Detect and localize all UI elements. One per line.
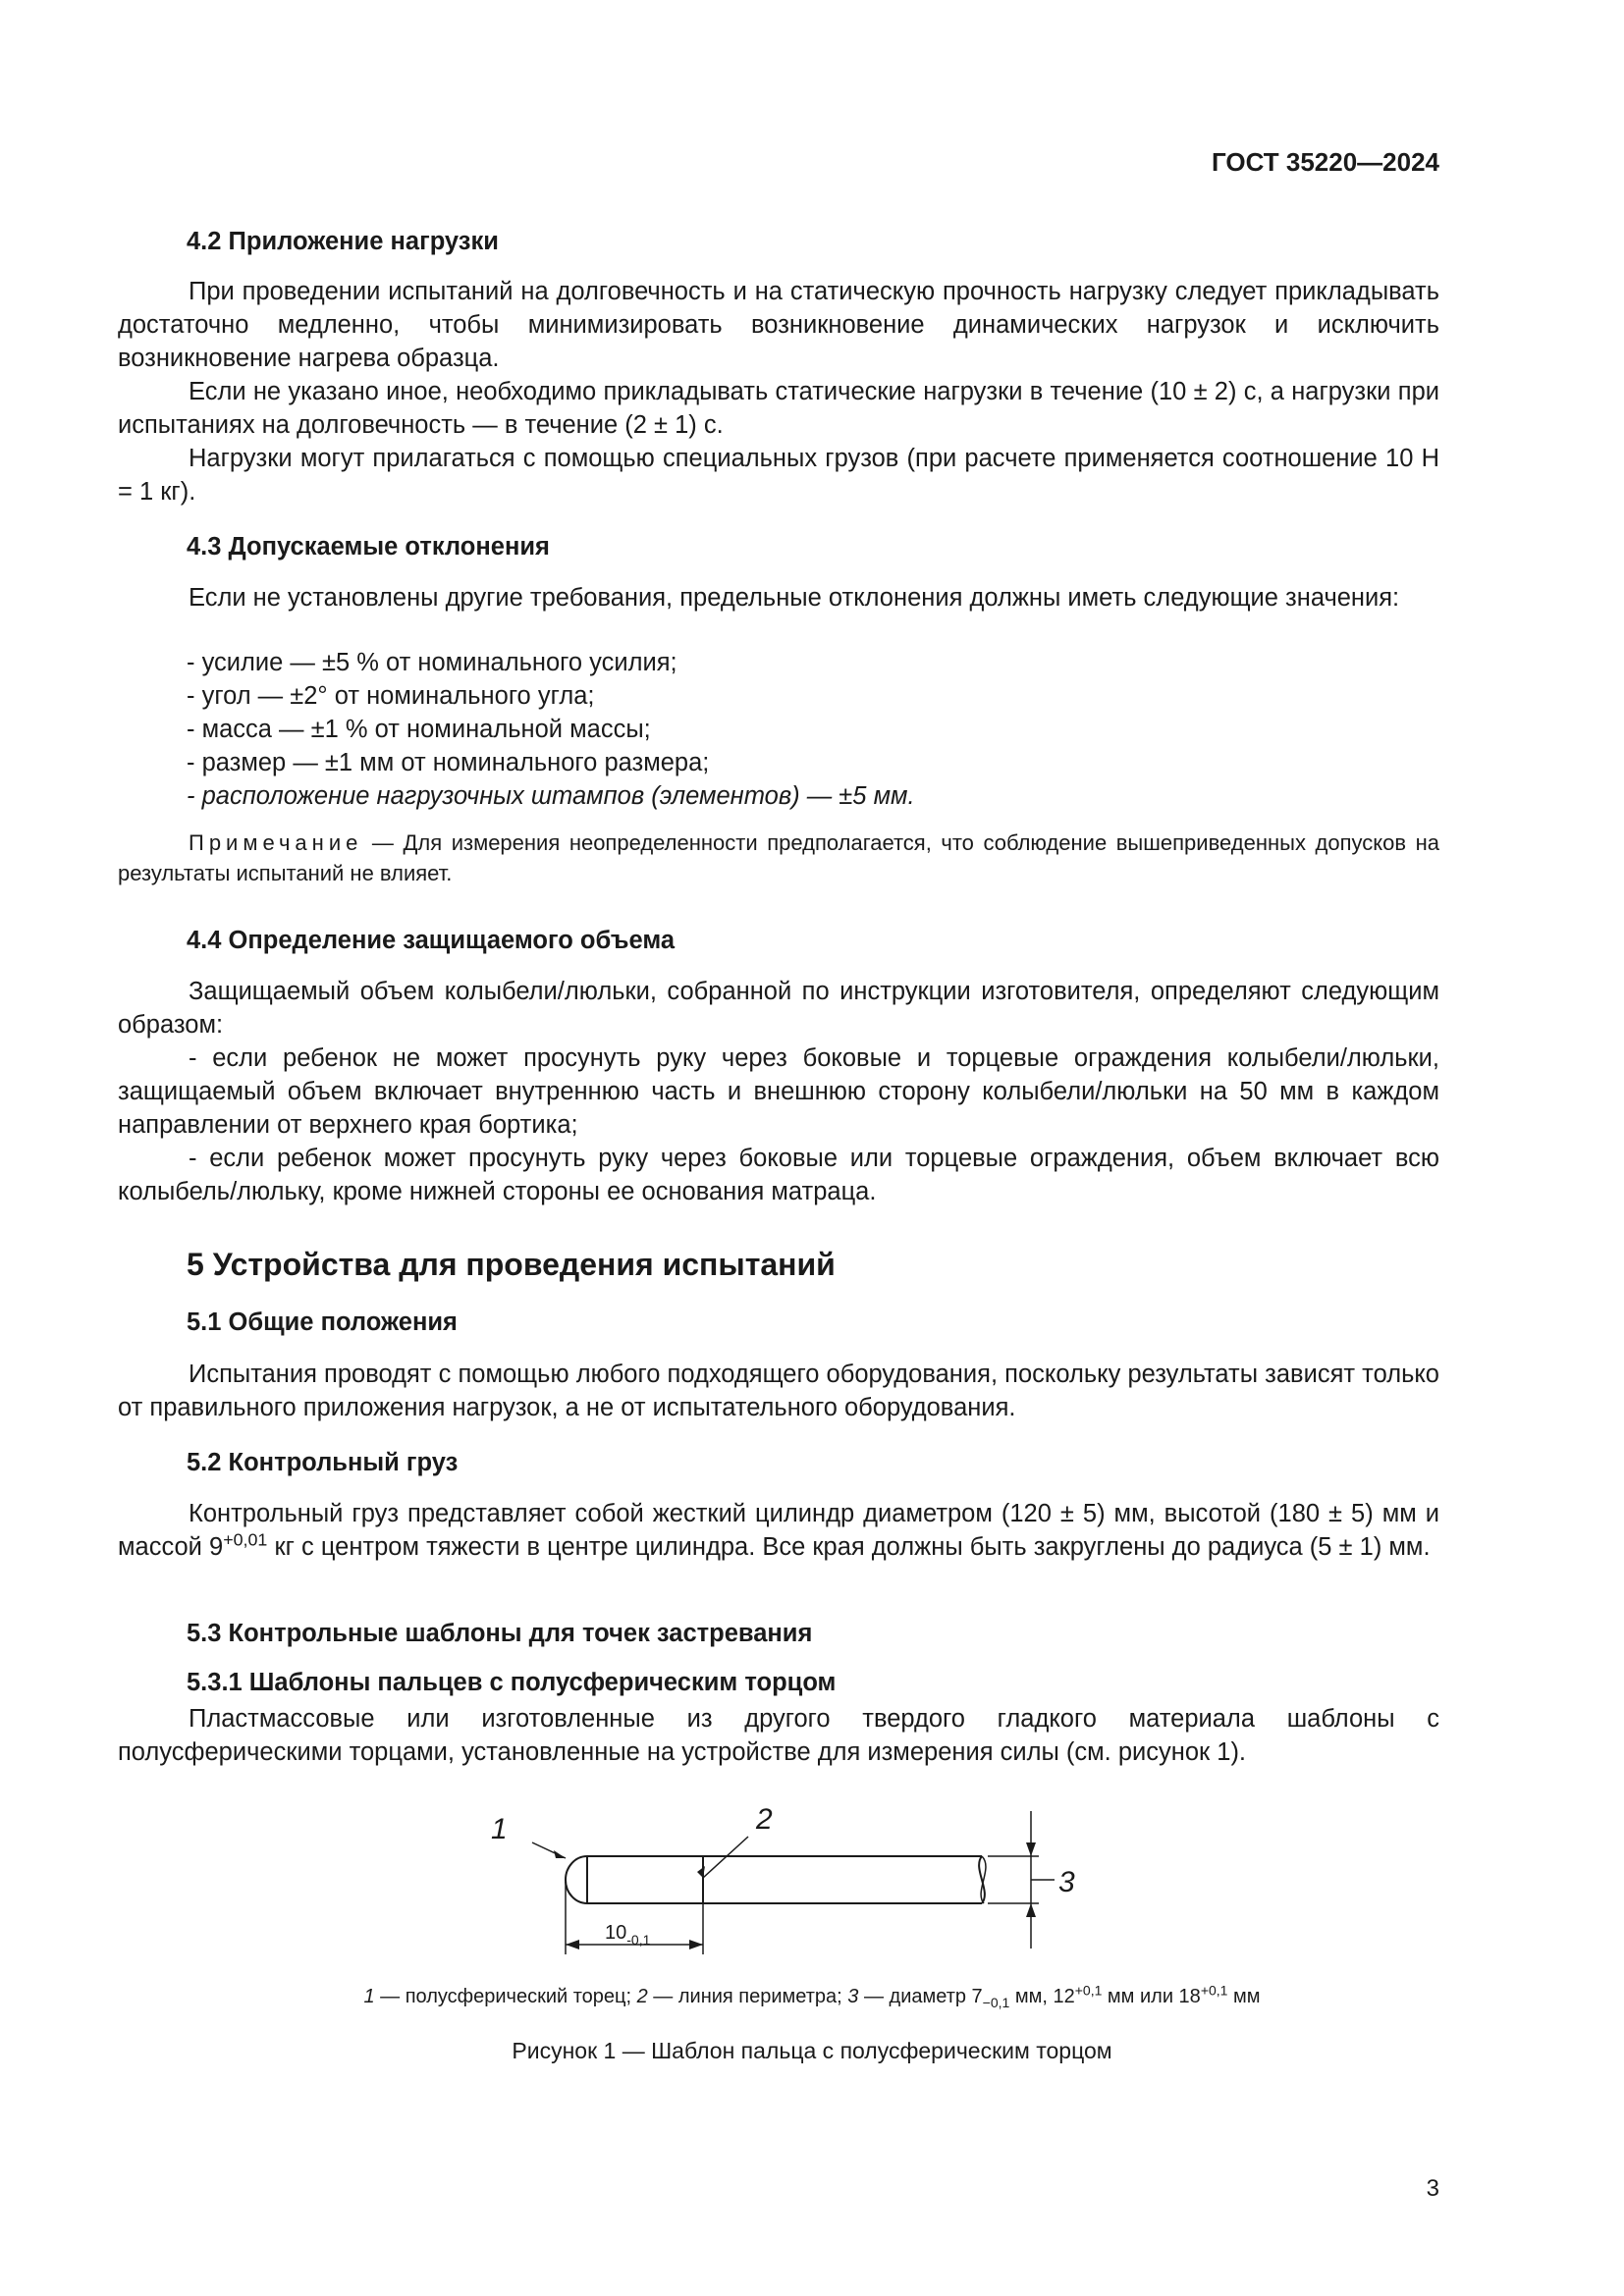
legend-num-1: 1	[363, 1986, 375, 2007]
rod-outline	[587, 1856, 982, 1903]
tolerance-item-size: - размер — ±1 мм от номинального размера;	[187, 749, 710, 776]
section-4-2-heading: 4.2 Приложение нагрузки	[187, 228, 499, 255]
figure-label-3: 3	[1058, 1866, 1075, 1898]
section-4-2-paragraph-1: При проведении испытаний на долговечность и на статическую прочность нагрузку следует прикладывать достаточно медленно, чтобы минимизировать возникновение динамических нагрузок и исключить возникновение нагрева образца.	[118, 278, 1439, 372]
legend-num-3: 3	[847, 1986, 859, 2007]
tolerance-item-mass: - масса — ±1 % от номинальной массы;	[187, 716, 651, 743]
note-text: — Для измерения неопределенности предполагается, что соблюдение вышеприведенных допусков на результаты испытаний не влияет.	[118, 830, 1439, 885]
legend-num-2: 2	[636, 1986, 648, 2007]
figure-label-1: 1	[491, 1813, 508, 1845]
mass-tolerance-sup: +0,01	[223, 1529, 268, 1550]
section-4-2-paragraph-2: Если не указано иное, необходимо прикладывать статические нагрузки в течение (10 ± 2) с, а нагрузки при испытаниях на долговечность — в течение (2 ± 1) с.	[118, 378, 1439, 439]
figure-title: Рисунок 1 — Шаблон пальца с полусферическим торцом	[512, 2038, 1112, 2063]
legend-text-1: — полусферический торец;	[374, 1986, 637, 2007]
tolerance-item-force: - усилие — ±5 % от номинального усилия;	[187, 649, 677, 676]
dimension-main: 10	[605, 1922, 627, 1944]
legend-text-2: — линия периметра;	[647, 1986, 848, 2007]
section-4-3-note	[118, 828, 1439, 888]
page-number: 3	[1426, 2175, 1439, 2202]
diameter-arrow-bottom	[1026, 1903, 1036, 1917]
legend-sub-1: −0,1	[982, 1995, 1010, 2010]
dim-arrow-right	[689, 1940, 703, 1949]
tolerance-item-placement: - расположение нагрузочных штампов (элементов) — ±5 мм.	[187, 782, 915, 810]
section-5-heading: 5 Устройства для проведения испытаний	[187, 1247, 836, 1282]
label-1-arrow	[554, 1850, 566, 1858]
section-5-2-text-a: Контрольный груз представляет собой жесткий цилиндр диаметром (120 ± 5) мм, высотой (180 ± 5) мм и массой 9	[118, 1500, 1439, 1561]
section-4-3-heading: 4.3 Допускаемые отклонения	[187, 533, 550, 561]
section-5-3-heading: 5.3 Контрольные шаблоны для точек застревания	[187, 1620, 813, 1647]
dim-arrow-left	[566, 1940, 579, 1949]
section-5-3-1-heading: 5.3.1 Шаблоны пальцев с полусферическим торцом	[187, 1669, 837, 1696]
dimension-10	[605, 1922, 651, 1948]
figure-label-2: 2	[756, 1803, 773, 1836]
section-5-2-text	[118, 1497, 1439, 1564]
document-header: ГОСТ 35220—2024	[1212, 147, 1439, 177]
legend-sup-3: +0,1	[1200, 1982, 1228, 1999]
figure-legend	[0, 1982, 1624, 2010]
section-4-4-item-1: - если ребенок не может просунуть руку через боковые и торцевые ограждения колыбели/люльки, защищаемый объем включает внутреннюю часть и внешнюю сторону колыбели/люльки на 50 мм в каждом направлении от верхнего края бортика;	[118, 1044, 1439, 1139]
tolerance-item-angle: - угол — ±2° от номинального угла;	[187, 682, 595, 710]
section-4-4-item-2: - если ребенок может просунуть руку через боковые или торцевые ограждения, объем включает всю колыбель/люльку, кроме нижней стороны ее основания матраца.	[118, 1145, 1439, 1205]
legend-text-5: мм или 18	[1102, 1986, 1201, 2007]
section-5-3-1-text: Пластмассовые или изготовленные из другого твердого гладкого материала шаблоны с полусферическими торцами, установленные на устройстве для измерения силы (см. рисунок 1).	[118, 1705, 1439, 1766]
section-4-3-intro: Если не установлены другие требования, предельные отклонения должны иметь следующие значения:	[189, 584, 1400, 612]
legend-text-4: мм, 12	[1009, 1986, 1075, 2007]
section-4-4-heading: 4.4 Определение защищаемого объема	[187, 927, 676, 954]
section-5-2-heading: 5.2 Контрольный груз	[187, 1449, 459, 1476]
hemispherical-end	[566, 1856, 587, 1903]
dimension-tolerance: -0,1	[626, 1932, 651, 1948]
finger-template-figure	[471, 1801, 1100, 1958]
legend-text-3: — диаметр 7	[858, 1986, 983, 2007]
section-5-1-text: Испытания проводят с помощью любого подходящего оборудования, поскольку результаты зависят только от правильного приложения нагрузок, а не от испытательного оборудования.	[118, 1361, 1439, 1421]
legend-sup-2: +0,1	[1074, 1982, 1103, 1999]
diameter-arrow-top	[1026, 1842, 1036, 1856]
section-4-4-intro: Защищаемый объем колыбели/люльки, собранной по инструкции изготовителя, определяют следующим образом:	[118, 978, 1439, 1039]
section-5-2-text-b: кг с центром тяжести в центре цилиндра. Все края должны быть закруглены до радиуса (5 ± 1) мм.	[267, 1533, 1431, 1561]
section-4-2-paragraph-3: Нагрузки могут прилагаться с помощью специальных грузов (при расчете применяется соотношение 10 Н = 1 кг).	[118, 445, 1439, 506]
section-5-1-heading: 5.1 Общие положения	[187, 1308, 458, 1336]
legend-text-6: мм	[1227, 1986, 1261, 2007]
note-label: Примечание	[189, 830, 363, 855]
